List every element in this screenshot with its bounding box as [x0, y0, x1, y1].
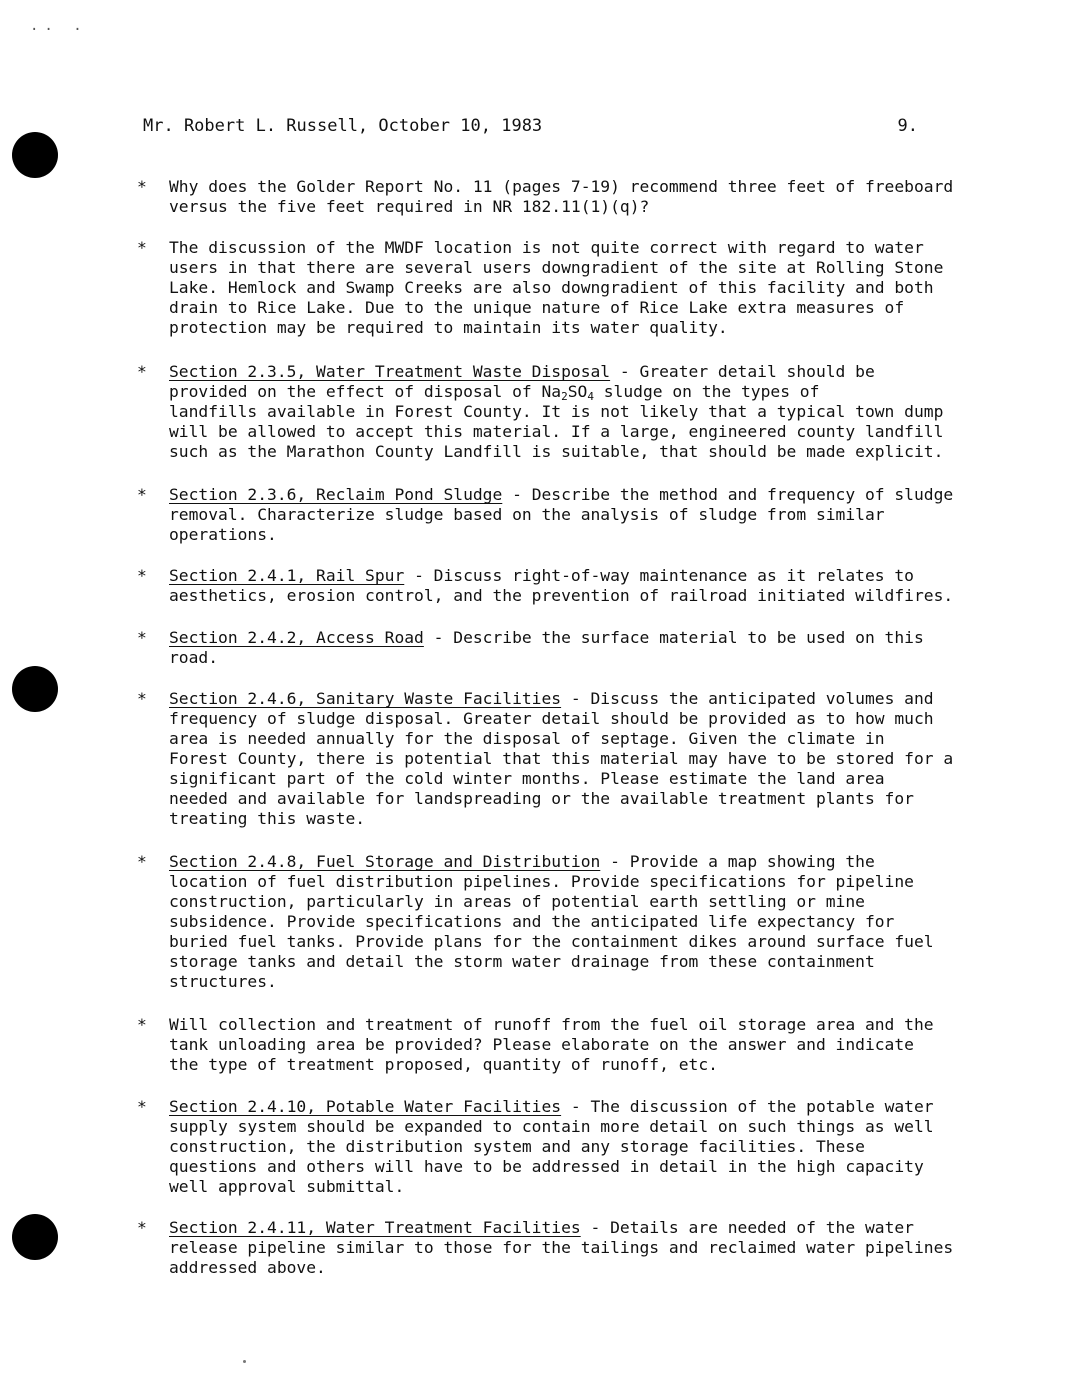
bullet-star: * [137, 566, 147, 585]
section-title: Section 2.4.6, Sanitary Waste Facilities [169, 689, 562, 708]
subscript: 4 [587, 390, 594, 403]
item-body-pre: - Greater detail should be provided on the effect of disposal of Na [169, 362, 875, 401]
item-body: - Describe the method and frequency of sludge removal. Characterize sludge based on the analysis of sludge from similar operations. [169, 485, 954, 544]
scan-specks: .. . [30, 18, 88, 34]
section-title: Section 2.3.5, Water Treatment Waste Disposal [169, 362, 611, 381]
bullet-star: * [137, 1015, 147, 1034]
bullet-star: * [137, 628, 147, 647]
bullet-star: * [137, 362, 147, 381]
punch-hole-middle [12, 666, 58, 712]
bullet-star: * [137, 1218, 147, 1237]
bullet-star: * [137, 177, 147, 196]
letter-header [143, 116, 918, 136]
bullet-star: * [137, 852, 147, 871]
item-text [169, 177, 999, 217]
item-body-mid: SO [567, 382, 588, 401]
item-body: - Details are needed of the water release pipeline similar to those for the tailings and reclaimed water pipelines addressed above. [169, 1218, 954, 1277]
scan-speck [243, 1360, 246, 1363]
item-body: - Provide a map showing the location of fuel distribution pipelines. Provide specifications for pipeline construction, particularly in areas of potential earth settling or mine subsidence. Provide specifications and the anticipated life expectancy for buried fuel tanks. Provide plans for the containment dikes around surface fuel storage tanks and detail the storm water drainage from these containment structures. [169, 852, 934, 991]
section-title: Section 2.4.11, Water Treatment Facilities [169, 1218, 581, 1237]
section-title: Section 2.4.8, Fuel Storage and Distribution [169, 852, 601, 871]
item-body: sludge on the types of landfills available in Forest County. It is not likely that a typical town dump will be allowed to accept this material. If a large, engineered county landfill such as the Marathon County Landfill is suitable, that should be made explicit. [169, 382, 944, 461]
bullet-star: * [137, 689, 147, 708]
bullet-star: * [137, 1097, 147, 1116]
bullet-star: * [137, 238, 147, 257]
section-title: Section 2.4.10, Potable Water Facilities [169, 1097, 562, 1116]
item-text [169, 689, 999, 829]
section-title: Section 2.4.1, Rail Spur [169, 566, 405, 585]
bullet-star: * [137, 485, 147, 504]
item-body: Why does the Golder Report No. 11 (pages 7-19) recommend three feet of freeboard versus the five feet required in NR 182.11(1)(q)? [169, 177, 954, 216]
item-text [169, 1097, 999, 1197]
item-text [169, 852, 999, 992]
item-text [169, 566, 999, 606]
item-body: - The discussion of the potable water supply system should be expanded to contain more detail on such things as well construction, the distribution system and any storage facilities. These questions and others will have to be addressed in detail in the high capacity well approval submittal. [169, 1097, 934, 1196]
item-text [169, 628, 999, 668]
item-text [169, 1218, 999, 1278]
punch-hole-top [12, 132, 58, 178]
item-text [169, 485, 999, 545]
item-text [169, 362, 999, 462]
item-body: - Describe the surface material to be used on this road. [169, 628, 924, 667]
item-body: Will collection and treatment of runoff from the fuel oil storage area and the tank unloading area be provided? Please elaborate on the answer and indicate the type of treatment proposed, quantity of runoff, etc. [169, 1015, 934, 1074]
item-text [169, 238, 999, 338]
page-number: 9. [897, 116, 918, 136]
header-recipient-date: Mr. Robert L. Russell, October 10, 1983 [143, 116, 543, 136]
section-title: Section 2.4.2, Access Road [169, 628, 424, 647]
item-body: The discussion of the MWDF location is not quite correct with regard to water users in that there are several users downgradient of the site at Rolling Stone Lake. Hemlock and Swamp Creeks are also downgradient of this facility and both drain to Rice Lake. Due to the unique nature of Rice Lake extra measures of protection may be required to maintain its water quality. [169, 238, 944, 337]
section-title: Section 2.3.6, Reclaim Pond Sludge [169, 485, 503, 504]
item-body: - Discuss the anticipated volumes and frequency of sludge disposal. Greater detail should be provided as to how much area is needed annually for the disposal of septage. Given the climate in Forest County, there is potential that this material may have to be stored for a significant part of the cold winter months. Please estimate the land area needed and available for landspreading or the available treatment plants for treating this waste. [169, 689, 954, 828]
subscript: 2 [561, 390, 568, 403]
item-text [169, 1015, 999, 1075]
item-body: - Discuss right-of-way maintenance as it relates to aesthetics, erosion control, and the prevention of railroad initiated wildfires. [169, 566, 954, 605]
punch-hole-bottom [12, 1214, 58, 1260]
